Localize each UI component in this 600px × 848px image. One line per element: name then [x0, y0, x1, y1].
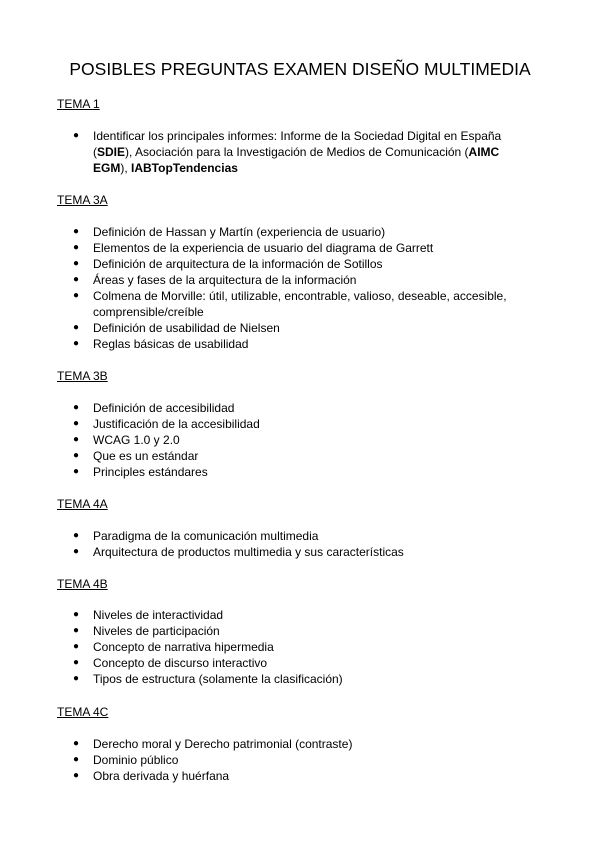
bullet-icon: ● — [73, 242, 80, 253]
bullet-icon: ● — [73, 673, 80, 684]
list-item: ● Colmena de Morville: útil, utilizable, encontrable, valioso, deseable, accesible, comprensible/creíble — [73, 289, 507, 319]
list-item: ● Reglas básicas de usabilidad — [73, 337, 249, 351]
bullet-icon: ● — [73, 130, 80, 141]
section-list-tema-4b — [0, 607, 600, 687]
list-item: ● Concepto de discurso interactivo — [73, 656, 268, 670]
section-list-tema-4c — [0, 736, 600, 784]
list-item: ● Que es un estándar — [73, 449, 199, 463]
bullet-icon: ● — [73, 625, 80, 636]
bullet-icon: ● — [73, 546, 80, 557]
section-list-tema-3a — [0, 224, 600, 352]
list-item: ● Dominio público — [73, 753, 179, 767]
page-title: POSIBLES PREGUNTAS EXAMEN DISEÑO MULTIMEDIA — [69, 59, 531, 79]
list-item: ● Definición de arquitectura de la información de Sotillos — [73, 257, 383, 271]
list-item: ● Obra derivada y huérfana — [73, 769, 230, 783]
section-heading-tema-1: TEMA 1 — [57, 97, 100, 111]
bullet-icon: ● — [73, 402, 80, 413]
section-heading-tema-4b: TEMA 4B — [57, 577, 108, 591]
list-item: ● Definición de accesibilidad — [73, 401, 235, 415]
bullet-icon: ● — [73, 258, 80, 269]
list-item: ● Concepto de narrativa hipermedia — [73, 640, 274, 654]
list-item: ● Definición de usabilidad de Nielsen — [73, 321, 280, 335]
bullet-icon: ● — [73, 322, 80, 333]
section-heading-tema-4a: TEMA 4A — [57, 497, 108, 511]
list-item: ● Definición de Hassan y Martín (experiencia de usuario) — [73, 225, 386, 239]
list-item: ● Derecho moral y Derecho patrimonial (contraste) — [73, 737, 353, 751]
bullet-icon: ● — [73, 770, 80, 781]
list-item: ● Paradigma de la comunicación multimedia — [73, 529, 319, 543]
section-heading-tema-4c: TEMA 4C — [57, 705, 109, 719]
bullet-icon: ● — [73, 274, 80, 285]
list-item — [0, 128, 523, 176]
list-item-text: Identificar los principales informes: Informe de la Sociedad Digital en España (SDIE), Asociación para la Investigación de Medios de Comunicación (AIMC EGM), IABTopTendencias — [93, 129, 502, 175]
bullet-icon: ● — [73, 641, 80, 652]
section-heading-tema-3b: TEMA 3B — [57, 369, 108, 383]
list-item: ● WCAG 1.0 y 2.0 — [73, 433, 180, 447]
bullet-icon: ● — [73, 450, 80, 461]
bullet-icon: ● — [73, 466, 80, 477]
section-heading-tema-3a: TEMA 3A — [57, 193, 108, 207]
bullet-icon: ● — [73, 418, 80, 429]
list-item: ● Tipos de estructura (solamente la clasificación) — [73, 672, 343, 686]
bullet-icon: ● — [73, 226, 80, 237]
bullet-icon: ● — [73, 434, 80, 445]
bullet-icon: ● — [73, 338, 80, 349]
bullet-icon: ● — [73, 657, 80, 668]
bullet-icon: ● — [73, 609, 80, 620]
list-item: ● Arquitectura de productos multimedia y sus características — [73, 545, 404, 559]
bullet-icon: ● — [73, 530, 80, 541]
list-item: ● Áreas y fases de la arquitectura de la información — [73, 273, 357, 287]
section-list-tema-4a — [0, 528, 600, 560]
list-item: ● Niveles de participación — [73, 624, 220, 638]
bullet-icon: ● — [73, 754, 80, 765]
section-list-tema-1 — [0, 128, 600, 176]
list-item: ● Elementos de la experiencia de usuario del diagrama de Garrett — [73, 241, 434, 255]
bullet-icon: ● — [73, 738, 80, 749]
list-item: ● Niveles de interactividad — [73, 608, 224, 622]
list-item: ● Justificación de la accesibilidad — [73, 417, 260, 431]
bullet-icon: ● — [73, 290, 80, 301]
list-item: ● Principles estándares — [73, 465, 208, 479]
section-list-tema-3b — [0, 400, 600, 480]
